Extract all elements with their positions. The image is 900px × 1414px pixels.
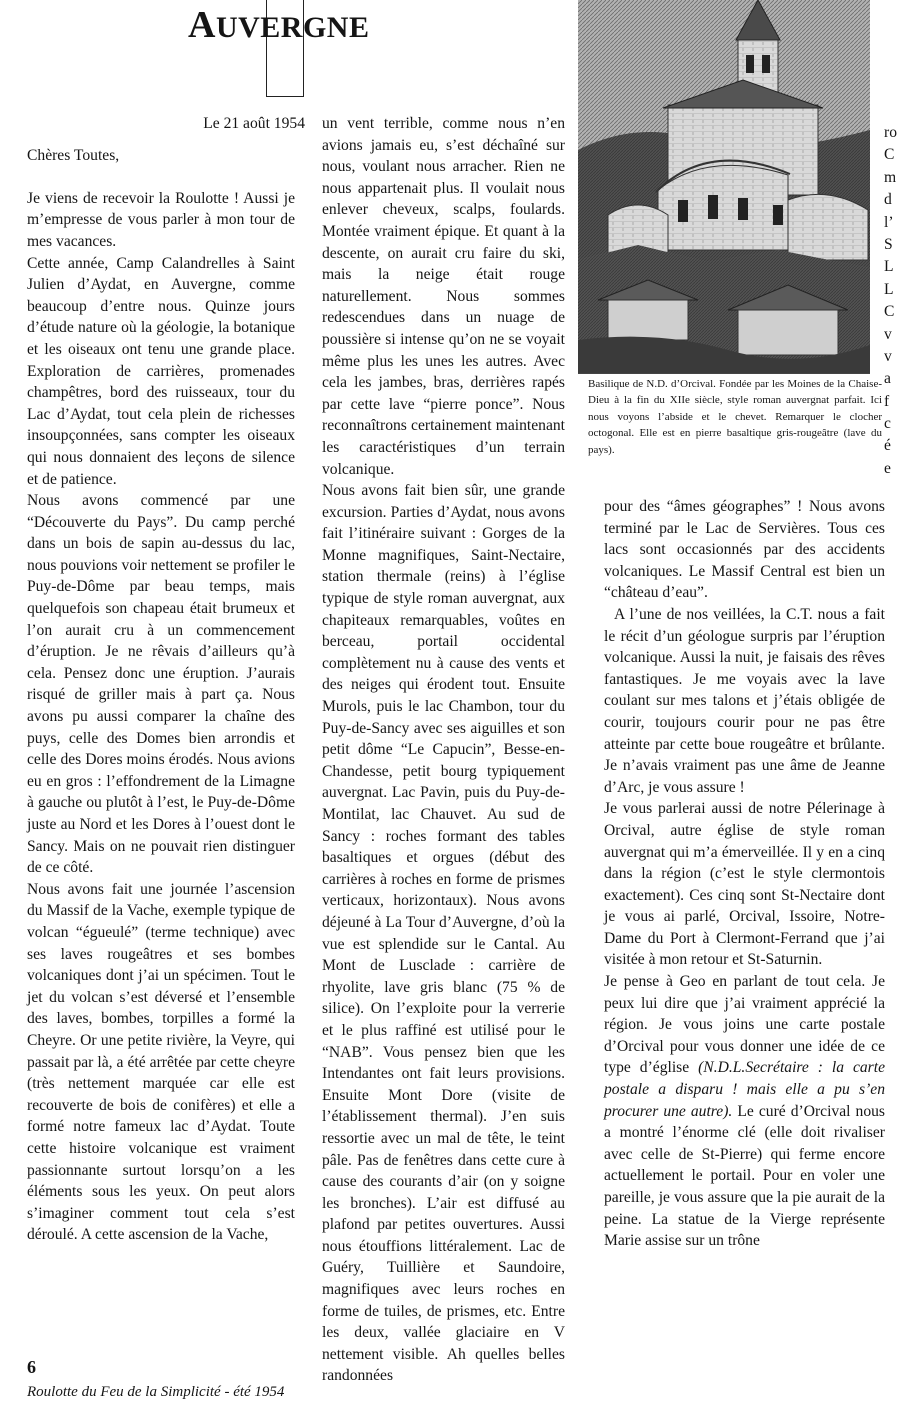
paragraph-continuation: Le curé d’Orcival nous a montré l’énorme clé (elle doit rivaliser avec celle de St-Pierre) qui ferme encore actuellement le portail. Pour en voler une pareille, je vous assure que la pie aurait de la peine. La statue de la Vierge représente Marie assise sur un trône: [604, 1102, 885, 1250]
edge-letter: L: [884, 280, 894, 298]
title-initial: A: [188, 4, 216, 46]
edge-letter: f: [884, 392, 890, 410]
paragraph-text: Je pense à Geo en parlant de tout cela. Je peux lui dire que j’ai vraiment apprécié la région. Je vous joins une carte postale d’Orcival pour vous donner une idée de ce type d’église: [604, 973, 885, 1077]
edge-letter: C: [884, 303, 895, 321]
page-number: 6: [27, 1357, 36, 1377]
publication-footer: Roulotte du Feu de la Simplicité - été 1954: [27, 1384, 285, 1400]
edge-letter: v: [884, 325, 892, 343]
edge-letter: é: [884, 437, 891, 455]
edge-letter: a: [884, 370, 891, 388]
paragraph: Nous avons commencé par une “Découverte du Pays”. Du camp perché dans un bois de sapin au-dessus du lac, nous pouvions voir nettement se profiler le Puy-de-Dôme par beau temps, mais quelquefois son chapeau était brumeux et l’on aurait cru à un commencement d’éruption. Je ne rêvais d’ailleurs qu’à cela. Pensez donc une éruption. J’aurais risqué de griller mais à part ça. Nous avons pu aussi comparer la chaîne des puys, celle des Domes bien arrondis et celle des Dores moins érodés. Nous avions eu en gros : l’effondrement de la Limagne à gauche ou plutôt à l’est, le Puy-de-Dôme juste au Nord et les Dores à l’ouest dont le Sancy. Mais on ne pouvait rien distinguer de ce côté.: [27, 492, 295, 877]
column-2: [322, 113, 565, 1387]
edge-letter: C: [884, 146, 895, 164]
paragraph: pour des “âmes géographes” ! Nous avons terminé par le Lac de Servières. Tous ces lacs sont occasionnés par des accidents volcaniques. Le Massif Central est bien un “château d’eau”.: [604, 498, 885, 602]
edge-letter: ro: [884, 124, 897, 141]
edge-letter: L: [884, 258, 894, 276]
paragraph: Nous avons fait une journée l’ascension du Massif de la Vache, exemple typique de volcan “égueulé” (terme technique) avec ses laves rougeâtres et ses bombes volcaniques dont j’ai un spécimen. Tout le jet du volcan s’est déversé et l’ensemble des laves, bombes, torpilles a formé la Cheyre. Or une petite rivière, la Veyre, qui passait par là, a été arrêtée par cette cheyre (très nettement marquée car elle est recouverte de bois de conifères) et elle a formé notre fameux lac d’Aydat. Toute cette histoire volcanique est vraiment passionnante surtout lorsqu’on a les éléments sous les yeux. On peut alors s’imaginer comment tout cela s’est déroulé. A cette ascension de la Vache,: [27, 880, 295, 1244]
letter-date: Le 21 août 1954: [203, 115, 305, 132]
photo-caption: Basilique de N.D. d’Orcival. Fondée par les Moines de la Chaise-Dieu à la fin du XIIe siècle, style roman auvergnat parfait. Ici nous voyons l’abside et le chevet. Remarquer le clocher octogonal. Elle est en pierre basaltique gris-rougeâtre (lave du pays).: [588, 378, 882, 456]
edge-letter: v: [884, 347, 892, 365]
page-title: [188, 4, 369, 49]
edge-letter: e: [884, 459, 891, 477]
edge-letter: S: [884, 235, 893, 253]
edge-letter: m: [884, 168, 897, 186]
right-edge-cutoff-text: [884, 122, 900, 480]
edge-letter: d: [884, 191, 892, 209]
paragraph: Nous avons fait bien sûr, une grande excursion. Parties d’Aydat, nous avons fait l’itinéraire suivant : Gorges de la Monne magnifiques, Saint-Nectaire, station thermale (reins) à l’église typique de style roman auvergnat, aux chapiteaux remarquables, voûtes en berceau, portail occidental complètement nu à cause des vents et des neiges qui érodent tout. Ensuite Murols, puis le lac Chambon, tour du Puy-de-Sancy avec ses aiguilles et son petit dôme “Le Capucin”, Besse-en-Chandesse, petit bourg typiquement auvergnat. Lac Pavin, puis du Puy-de-Montilat, lac Chauvet. Au sud de Sancy : roches formant des tables basaltiques et orgues (début des carrières à roches en forme de prismes verticaux, horizontaux). Nous avons déjeuné à La Tour d’Auvergne, d’où la vue est splendide sur le Cantal. Au Mont de Lusclade : carrière de rhyolite, lave gris blanc (75 % de silice). On l’exploite pour la verrerie et le plus raffiné est utilisé pour le “NAB”. Vous pensez bien que les Intendantes ont fait leurs provisions. Ensuite Mont Dore (visite de l’établissement thermal). J’en suis ressortie avec un mal de tête, le teint pâle. Pas de fenêtres dans cette cure à cause des courants d’air (on y soigne les bronches). L’air est diffusé au plafond par petites ouvertures. Aussi nous étouffions littéralement. Lac de Guéry, Tuillière et Saundoire, magnifiques avec leurs roches en forme de tuiles, de prismes, etc. Entre les deux, vallée glaciaire en V nettement visible. Ah quelles belles randonnées: [322, 482, 565, 1385]
column-3: [604, 496, 885, 1252]
editor-note: (N.D.L.Secrétaire : la carte postale a disparu ! mais elle a pu s’en procurer une autre).: [604, 1059, 885, 1120]
title-rest: UVERGNE: [215, 11, 370, 44]
edge-letter: l’: [884, 213, 894, 231]
paragraph: un vent terrible, comme nous n’en avions jamais eu, s’est déchaîné sur nous, voulant nous arracher. Rien ne nous appartenait plus. Il voulait nous enlever cheveux, scalps, foulards. Montée vraiment épique. Et quant à la descente, on aurait cru faire du ski, mais la neige était rouge naturellement. Nous sommes redescendues dans un nuage de poussière si intense qu’on ne se voyait même plus les unes les autres. Avec cela les jambes, bras, derrières rapés par cette lave “pierre ponce”. Nous reconnaîtrons certainement maintenant les caractéristiques d’un terrain volcanique.: [322, 115, 565, 478]
paragraph: Je vous parlerai aussi de notre Pélerinage à Orcival, autre église de style roman auvergnat qui m’a émerveillée. Il y en a cinq dans la région (c’est le style clermontois exactement). Ces cinq sont St-Nectaire dont je vous ai parlé, Orcival, Issoire, Notre-Dame du Port à Clermont-Ferrand que j’ai visitée à mon retour et St-Saturnin.: [604, 800, 885, 969]
salutation: Chères Toutes,: [27, 146, 120, 164]
basilica-photo: [578, 0, 870, 374]
paragraph: Je viens de recevoir la Roulotte ! Aussi je m’empresse de vous parler à mon tour de mes vacances.: [27, 189, 295, 250]
paragraph: Cette année, Camp Calandrelles à Saint Julien d’Aydat, en Auvergne, comme beaucoup d’entre nous. Quinze jours d’étude nature où la géologie, la botanique et les oiseaux ont tenu une grande place. Exploration de carrières, promenades champêtres, bord des ruisseaux, tour du Lac d’Aydat, tout cela plein de richesses insoupçonnées, sans compter les oiseaux qui nous donnaient des leçons de silence et de patience.: [27, 254, 295, 488]
basilica-illustration: [578, 0, 870, 373]
paragraph: [604, 971, 885, 1252]
column-1: [27, 113, 305, 1246]
paragraph: A l’une de nos veillées, la C.T. nous a fait le récit d’un géologue surpris par l’éruption volcanique. Aussi la nuit, je faisais des rêves fantastiques. Je me voyais avec la lave coulant sur mes talons et j’étais obligée de courir, toujours courir pour ne pas être atteinte par cette boue rougeâtre et brûlante. Je n’avais vraiment pas une âme de Jeanne d’Arc, je vous assure !: [604, 605, 885, 796]
edge-letter: c: [884, 415, 891, 433]
